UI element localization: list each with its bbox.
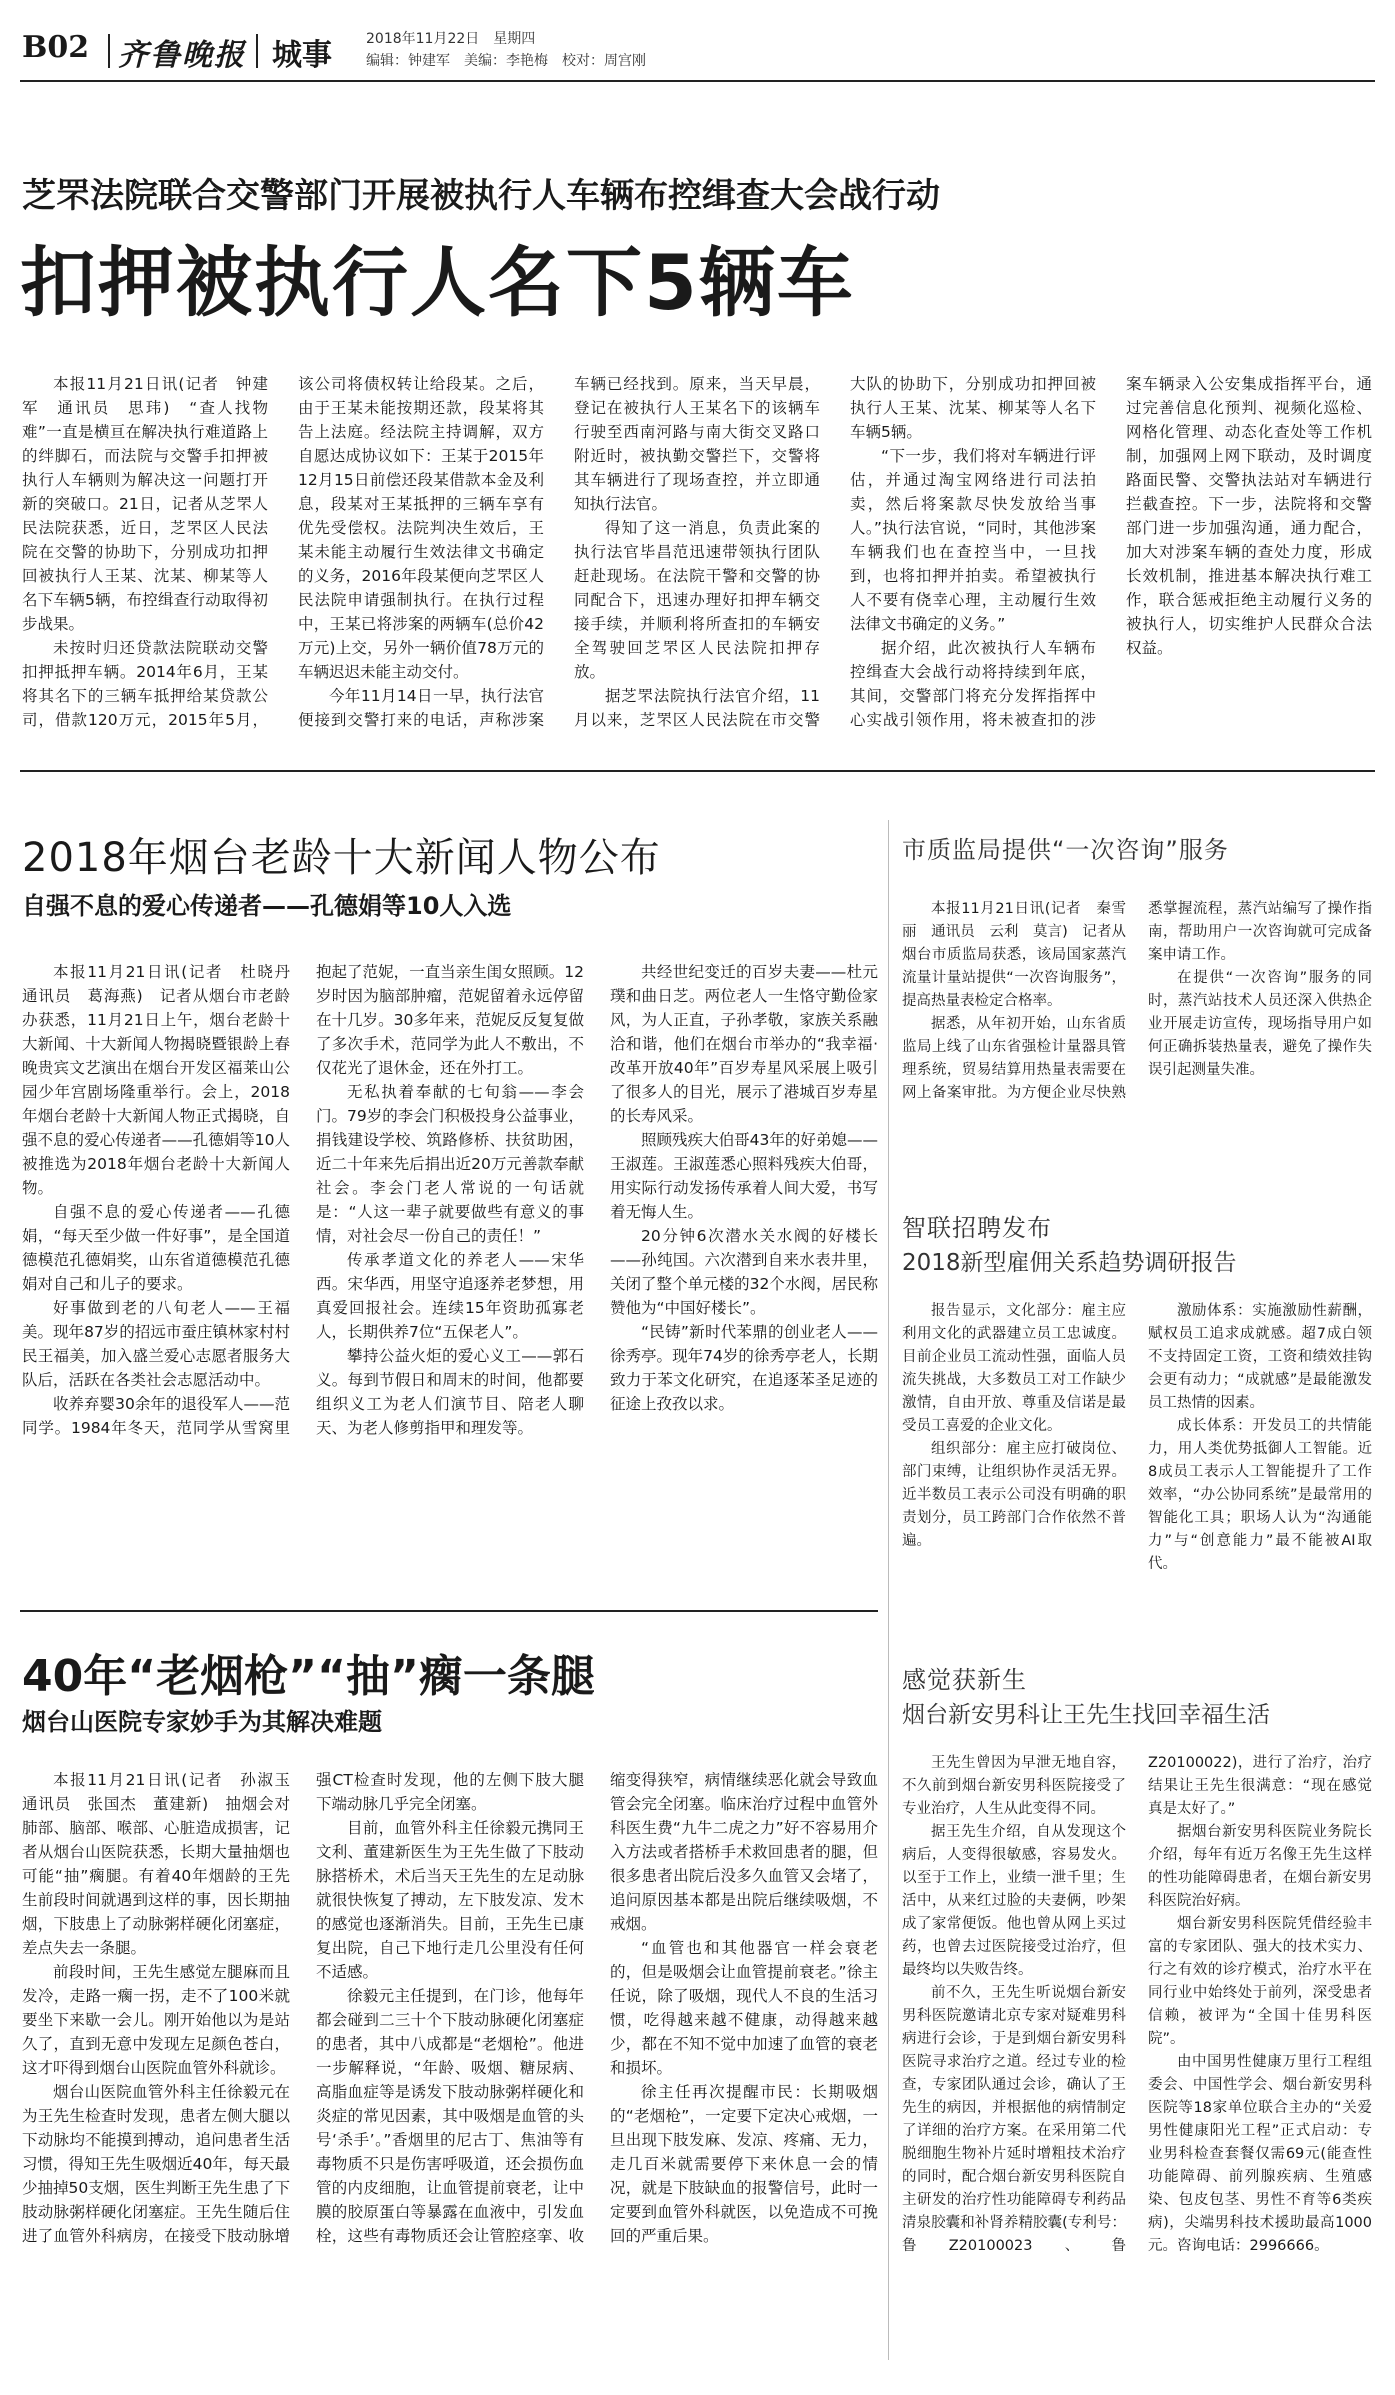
paragraph: 烟台山医院血管外科主任徐毅元在为王先生检查时发现，患者左侧大腿以下动脉均不能摸到搏动，追问患者生活习惯，得知王先生吸烟近40年，每天最少抽掉50支烟，医生判断王先生患了下肢动脉粥样硬化闭塞症。王先生随后住进了血管外科病房，在接受下肢动脉增强CT检查时发现，他的左侧下肢大腿下端动脉几乎完全闭塞。 bbox=[22, 1771, 584, 2245]
section-rule bbox=[20, 770, 1375, 772]
divider bbox=[108, 34, 110, 68]
article5-subhead: 烟台山医院专家妙手为其解决难题 bbox=[22, 1708, 382, 1736]
paragraph: 好事做到老的八旬老人——王福美。现年87岁的招远市蚕庄镇林家村村民王福美，加入盛兰爱心志愿者服务大队后，活跃在各类社会志愿活动中。 bbox=[22, 1299, 290, 1389]
paragraph: 据悉，从年初开始，山东省质监局上线了山东省强检计量器具管理系统，贸易结算用热量表需要在网上备案审批。为方便企业尽快熟悉掌握流程，蒸汽站编写了操作指南，帮助用户一次咨询就可完成备案申请工作。 bbox=[902, 901, 1372, 1101]
article4-headline: 2018新型雇佣关系趋势调研报告 bbox=[902, 1250, 1237, 1276]
article2-body bbox=[22, 960, 878, 1540]
paragraph: 据王先生介绍，自从发现这个病后，人变得很敏感，容易发火。以至于工作上，业绩一泄千里；生活中，从来红过脸的夫妻俩，吵架成了家常便饭。他也曾从网上买过药，也曾去过医院接受过治疗，但最终均以失败告终。 bbox=[902, 1824, 1126, 1978]
paragraph: 传承孝道文化的养老人——宋华西。宋华西，用坚守追逐养老梦想，用真爱回报社会。连续15年资助孤寡老人，长期供养7位“五保老人”。 bbox=[316, 1251, 584, 1341]
paragraph: 据介绍，此次被执行人车辆布控缉查大会战行动将持续到年底，其间，交警部门将充分发挥指挥中心实战引领作用，将未被查扣的涉案车辆录入公安集成指挥平台，通过完善信息化预判、视频化巡检、网格化管理、动态化查处等工作机制，加强网上网下联动，及时调度路面民警、交警执法站对车辆进行拦截查控。下一步，法院将和交警部门进一步加强沟通，通力配合，加大对涉案车辆的查处力度，形成长效机制，推进基本解决执行难工作，联合惩戒拒绝主动履行义务的被执行人，切实维护人民群众合法权益。 bbox=[850, 375, 1372, 729]
paragraph: 本报11月21日讯(记者 钟建军 通讯员 思玮) “查人找物难”一直是横亘在解决执行难道路上的绊脚石，而法院与交警手扣押被执行人车辆则为解决这一问题打开新的突破口。21日，记者从芝罘人民法院获悉，近日，芝罘区人民法院在交警的协助下，分别成功扣押回被执行人王某、沈某、柳某等人名下车辆5辆，布控缉查行动取得初步战果。 bbox=[22, 375, 268, 633]
paragraph: 照顾残疾大伯哥43年的好弟媳——王淑莲。王淑莲悉心照料残疾大伯哥，用实际行动发扬传承着人间大爱，书写着无悔人生。 bbox=[610, 1131, 878, 1221]
article5-headline: 40年“老烟枪”“抽”瘸一条腿 bbox=[22, 1651, 595, 1702]
issue-date: 2018年11月22日 星期四 bbox=[366, 31, 536, 47]
paragraph: 目前，血管外科主任徐毅元携同王文利、董建新医生为王先生做了下肢动脉搭桥术，术后当天王先生的左足动脉就很快恢复了搏动，左下肢发凉、发木的感觉也逐渐消失。目前，王先生已康复出院，自己下地行走几公里没有任何不适感。 bbox=[316, 1819, 584, 1981]
paragraph: 前段时间，王先生感觉左腿麻而且发冷，走路一瘸一拐，走不了100米就要坐下来歇一会儿。刚开始他以为是站久了，直到无意中发现左足颜色苍白，这才吓得到烟台山医院血管外科就诊。 bbox=[22, 1963, 290, 2077]
article5-body bbox=[22, 1768, 878, 2380]
article2-headline: 2018年烟台老龄十大新闻人物公布 bbox=[22, 835, 661, 881]
paragraph: 前不久，王先生听说烟台新安男科医院邀请北京专家对疑难男科病进行会诊，于是到烟台新安男科医院寻求治疗之道。经过专业的检查，专家团队通过会诊，确认了王先生的病因，并根据他的病情制定了详细的治疗方案。在采用第二代脱细胞生物补片延时增粗技术治疗的同时，配合烟台新安男科医院自主研发的治疗性功能障碍专利药品清泉胶囊和补肾养精胶囊(专利号：鲁Z20100023、鲁Z20100022)，进行了治疗，治疗结果让王先生很满意：“现在感觉真是太好了。” bbox=[902, 1755, 1372, 2254]
article2-subhead: 自强不息的爱心传递者——孔德娟等10人入选 bbox=[22, 892, 512, 920]
paragraph: 报告显示，文化部分：雇主应利用文化的武器建立员工忠诚度。目前企业员工流动性强，面临人员流失挑战，大多数员工对工作缺少激情，自由开放、尊重及信诺是最受员工喜爱的企业文化。 bbox=[902, 1303, 1126, 1434]
paragraph: 在提供“一次咨询”服务的同时，蒸汽站技术人员还深入供热企业开展走访宣传，现场指导用户如何正确拆装热量表，避免了操作失误引起测量失准。 bbox=[1148, 970, 1372, 1078]
divider bbox=[256, 34, 258, 68]
paragraph: “民铸”新时代苯鼎的创业老人——徐秀亭。现年74岁的徐秀亭老人，长期致力于苯文化研究，在追逐苯圣足迹的征途上孜孜以求。 bbox=[610, 1323, 878, 1413]
article1-kicker: 芝罘法院联合交警部门开展被执行人车辆布控缉查大会战行动 bbox=[22, 176, 940, 216]
article3-body bbox=[902, 898, 1372, 1190]
article3-headline: 市质监局提供“一次咨询”服务 bbox=[902, 836, 1229, 864]
article1-headline: 扣押被执行人名下5辆车 bbox=[20, 238, 855, 327]
paragraph: 得知了这一消息，负责此案的执行法官毕昌范迅速带领执行团队赶赴现场。在法院干警和交警的协同配合下，迅速办理好扣押车辆交接手续，并顺利将所查扣的车辆安全驾驶回芝罘区人民法院扣押存放。 bbox=[574, 519, 820, 681]
paragraph: “下一步，我们将对车辆进行评估，并通过淘宝网络进行司法拍卖，然后将案款尽快发放给当事人。”执行法官说，“同时，其他涉案车辆我们也在查控当中，一旦找到，也将扣押并拍卖。希望被执行人不要有侥幸心理，主动履行生效法律文书确定的义务。” bbox=[850, 447, 1096, 633]
paragraph: 徐主任再次提醒市民：长期吸烟的“老烟枪”，一定要下定决心戒烟，一旦出现下肢发麻、发凉、疼痛、无力，走几百米就需要停下来休息一会的情况，就是下肢缺血的报警信号，此时一定要到血管外科就医，以免造成不可挽回的严重后果。 bbox=[610, 2083, 878, 2245]
page-number: B02 bbox=[22, 30, 90, 65]
paragraph: 收养弃婴30余年的退役军人——范同学。1984年冬天，范同学从雪窝里抱起了范妮，一直当亲生闺女照顾。12岁时因为脑部肿瘤，范妮留着永远停留在十几岁。30多年来，范妮反反复复做了多次手术，范同学为此人不敷出，不仅花光了退休金，还在外打工。 bbox=[22, 963, 584, 1437]
paragraph: 王先生曾因为早泄无地自容，不久前到烟台新安男科医院接受了专业治疗，人生从此变得不同。 bbox=[902, 1755, 1126, 1817]
paragraph: 今年11月14日一早，执行法官便接到交警打来的电话，声称涉案车辆已经找到。原来，当天早晨，登记在被执行人王某名下的该辆车行驶至西南河路与南大街交叉路口附近时，被执勤交警拦下，交警将其车辆进行了现场查控，并立即通知执行法官。 bbox=[298, 375, 820, 729]
paragraph: 攀持公益火炬的爱心义工——郭石义。每到节假日和周末的时间，他都要组织义工为老人们演节目、陪老人聊天、为老人修剪指甲和理发等。 bbox=[316, 1347, 584, 1437]
paragraph: 据烟台新安男科医院业务院长介绍，每年有近万名像王先生这样的性功能障碍患者，在烟台新安男科医院治好病。 bbox=[1148, 1824, 1372, 1909]
paragraph: 本报11月21日讯(记者 孙淑玉 通讯员 张国杰 董建新) 抽烟会对肺部、脑部、喉部、心脏造成损害，记者从烟台山医院获悉，长期大量抽烟也可能“抽”瘸腿。有着40年烟龄的王先生前段时间就遇到这样的事，因长期抽烟，下肢患上了动脉粥样硬化闭塞症，差点失去一条腿。 bbox=[22, 1771, 306, 1957]
paragraph: 无私执着奉献的七旬翁——李会门。79岁的李会门积极投身公益事业，捐钱建设学校、筑路修桥、扶贫助困，近二十年来先后捐出近20万元善款奉献社会。李会门老人常说的一句话就是：“人这一辈子就要做些有意义的事情，对社会尽一份自己的责任！” bbox=[316, 1083, 584, 1245]
paragraph: 激励体系：实施激励性薪酬，赋权员工追求成就感。超7成白领不支持固定工资，工资和绩效挂钩会更有动力；“成就感”是最能激发员工热情的因素。 bbox=[1148, 1303, 1372, 1411]
paragraph: 成长体系：开发员工的共情能力，用人类优势抵御人工智能。近8成员工表示人工智能提升了工作效率，“办公协同系统”是最常用的智能化工具；职场人认为“沟通能力”与“创意能力”最不能被AI取代。 bbox=[1148, 1418, 1372, 1572]
paragraph: 由中国男性健康万里行工程组委会、中国性学会、烟台新安男科医院等18家单位联合主办的“关爱男性健康阳光工程”正式启动：专业男科检查套餐仅需69元(能查性功能障碍、前列腺疾病、生殖感染、包皮包茎、男性不育等6类疾病)，尖端男科技术援助最高1000元。咨询电话：2996666。 bbox=[1148, 2054, 1372, 2254]
paragraph: 组织部分：雇主应打破岗位、部门束缚，让组织协作灵活无界。近半数员工表示公司没有明确的职责划分，员工跨部门合作依然不普遍。 bbox=[902, 1441, 1126, 1549]
article4-body bbox=[902, 1300, 1372, 1630]
section-title: 城事 bbox=[272, 38, 332, 73]
paragraph: “血管也和其他器官一样会衰老的，但是吸烟会让血管提前衰老。”徐主任说，除了吸烟，现代人不良的生活习惯，吃得越来越不健康，动得越来越少，都在不知不觉中加速了血管的衰老和损坏。 bbox=[610, 1939, 878, 2077]
paragraph: 徐毅元主任提到，在门诊，他每年都会碰到二三十个下肢动脉硬化闭塞症的患者，其中八成都是“老烟枪”。他进一步解释说，“年龄、吸烟、糖尿病、高脂血症等是诱发下肢动脉粥样硬化和炎症的常见因素，其中吸烟是血管的头号‘杀手’。”香烟里的尼古丁、焦油等有毒物质不只是伤害呼吸道，还会损伤血管的内皮细胞，让血管提前衰老，让中膜的胶原蛋白等暴露在血液中，引发血栓，这些有毒物质还会让管腔痉挛、收缩变得狭窄，病情继续恶化就会导致血管会完全闭塞。临床治疗过程中血管外科医生费“九牛二虎之力”好不容易用介入方法或者搭桥手术救回患者的腿，但很多患者出院后没多久血管又会堵了，追问原因基本都是出院后继续吸烟，不戒烟。 bbox=[316, 1771, 878, 2245]
article6-body bbox=[902, 1752, 1372, 2380]
article6-headline: 烟台新安男科让王先生找回幸福生活 bbox=[902, 1702, 1270, 1728]
paragraph: 据芝罘法院执行法官介绍，11月以来，芝罘区人民法院在市交警大队的协助下，分别成功扣押回被执行人王某、沈某、柳某等人名下车辆5辆。 bbox=[574, 375, 1096, 729]
paragraph: 烟台新安男科医院凭借经验丰富的专家团队、强大的技术实力、行之有效的诊疗模式，治疗水平在同行业中始终处于前列，深受患者信赖，被评为“全国十佳男科医院”。 bbox=[1148, 1916, 1372, 2047]
paragraph: 未按时归还贷款法院联动交警扣押抵押车辆。2014年6月，王某将其名下的三辆车抵押给某贷款公司，借款120万元，2015年5月，该公司将债权转让给段某。之后，由于王某未能按期还款，段某将其告上法庭。经法院主持调解，双方自愿达成协议如下：王某于2015年12月15日前偿还段某借款本金及利息，段某对王某抵押的三辆车享有优先受偿权。法院判决生效后，王某未能主动履行生效法律文书确定的义务，2016年段某便向芝罘区人民法院申请强制执行。在执行过程中，王某已将涉案的两辆车(总价42万元)上交，另外一辆价值78万元的车辆迟迟未能主动交付。 bbox=[22, 375, 544, 729]
header-rule bbox=[20, 80, 1375, 82]
paragraph: 自强不息的爱心传递者——孔德娟，“每天至少做一件好事”，是全国道德模范孔德娟奖，山东省道德模范孔德娟对自己和儿子的要求。 bbox=[22, 1203, 290, 1293]
article4-kicker: 智联招聘发布 bbox=[902, 1214, 1052, 1242]
editor-credits: 编辑：钟建军 美编：李艳梅 校对：周宫刚 bbox=[366, 53, 646, 69]
paragraph: 20分钟6次潜水关水阀的好楼长——孙纯国。六次潜到自来水表井里，关闭了整个单元楼的32个水阀，居民称赞他为“中国好楼长”。 bbox=[610, 1227, 878, 1317]
paragraph: 本报11月21日讯(记者 杜晓丹 通讯员 葛海燕) 记者从烟台市老龄办获悉，11月21日上午，烟台老龄十大新闻、十大新闻人物揭晓暨银龄上春晚贵宾文艺演出在烟台开发区福莱山公园少年宫剧场隆重举行。会上，2018年烟台老龄十大新闻人物正式揭晓，自强不息的爱心传递者——孔德娟等10人被推选为2018年烟台老龄十大新闻人物。 bbox=[22, 963, 306, 1197]
paragraph: 本报11月21日讯(记者 秦雪丽 通讯员 云利 莫言) 记者从烟台市质监局获悉，该局国家蒸汽流量计量站提供“一次咨询服务”，提高热量表检定合格率。 bbox=[902, 901, 1126, 1009]
article1-body bbox=[22, 372, 1372, 752]
section-rule bbox=[20, 1610, 878, 1612]
article6-kicker: 感觉获新生 bbox=[902, 1666, 1027, 1694]
column-divider bbox=[888, 820, 889, 2360]
paragraph: 共经世纪变迁的百岁夫妻——杜元璞和曲日芝。两位老人一生恪守勤俭家风，为人正直，子孙孝敬，家族关系融洽和谐，他们在烟台市举办的“我幸福·改革开放40年”百岁寿星风采展上吸引了很多人的目光，展示了港城百岁寿星的长寿风采。 bbox=[610, 963, 878, 1125]
masthead-logo: 齐鲁晚报 bbox=[118, 38, 246, 73]
